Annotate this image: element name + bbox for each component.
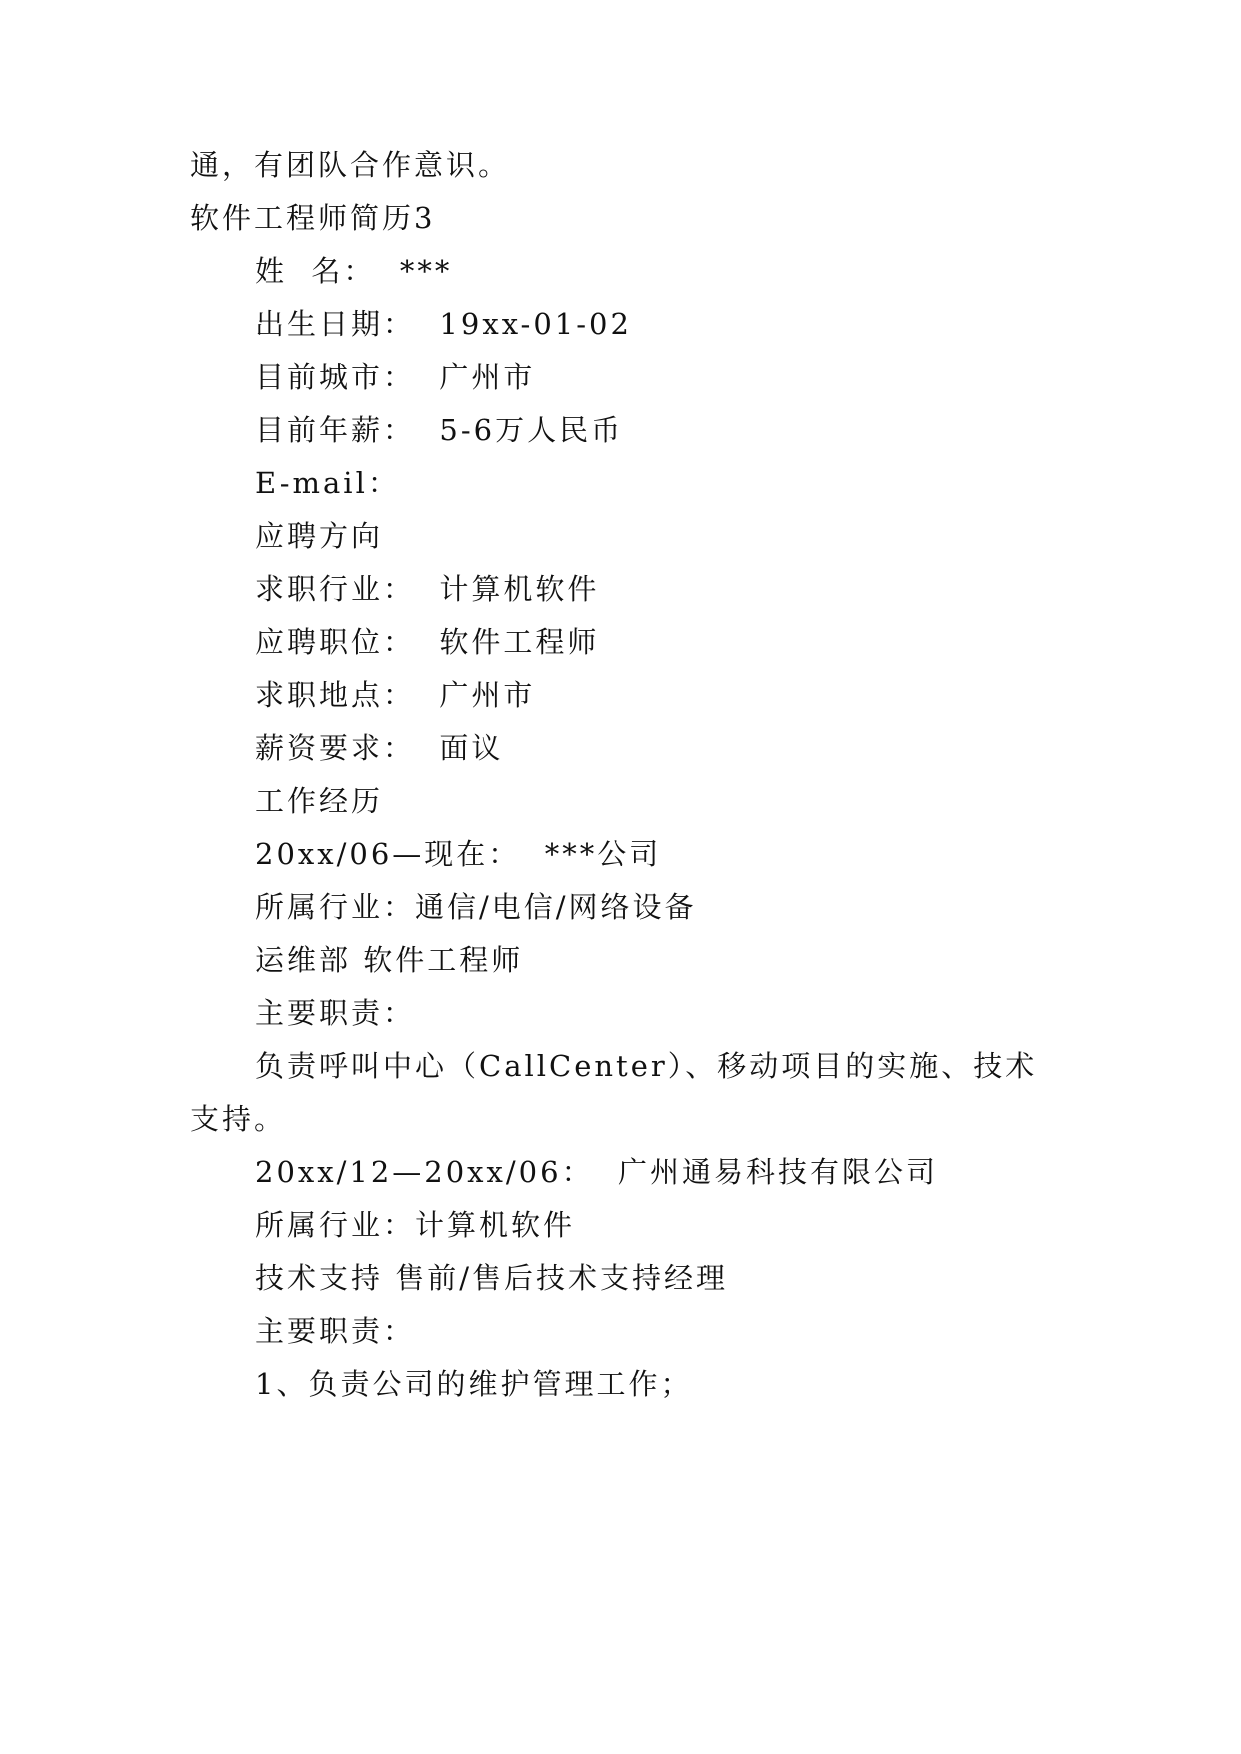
job1-duty-line-continued: 支持。 (190, 1102, 287, 1136)
current-salary-line: 目前年薪： 5-6万人民币 (255, 413, 624, 447)
birth-date-line: 出生日期： 19xx-01-02 (255, 307, 632, 341)
job2-period-line: 20xx/12—20xx/06： 广州通易科技有限公司 (255, 1155, 939, 1189)
work-experience-heading: 工作经历 (255, 784, 384, 818)
job2-department-line: 技术支持 售前/售后技术支持经理 (255, 1261, 728, 1295)
name-line: 姓 名： *** (255, 254, 453, 288)
desired-position-line: 应聘职位： 软件工程师 (255, 625, 600, 659)
continuation-line: 通，有团队合作意识。 (190, 148, 511, 182)
job2-industry-line: 所属行业：计算机软件 (255, 1208, 576, 1242)
desired-location-line: 求职地点： 广州市 (255, 678, 536, 712)
job-intent-heading: 应聘方向 (255, 519, 384, 553)
job1-duties-heading: 主要职责： (255, 996, 416, 1030)
job1-department-line: 运维部 软件工程师 (255, 943, 524, 977)
job2-duties-heading: 主要职责： (255, 1314, 416, 1348)
job2-duty-item: 1、负责公司的维护管理工作； (255, 1367, 693, 1401)
email-line: E-mail： (255, 466, 400, 500)
job1-industry-line: 所属行业：通信/电信/网络设备 (255, 890, 697, 924)
job1-duty-line: 负责呼叫中心（CallCenter）、移动项目的实施、技术 (255, 1049, 1038, 1083)
job1-period-line: 20xx/06—现在： ***公司 (255, 837, 662, 871)
desired-industry-line: 求职行业： 计算机软件 (255, 572, 600, 606)
resume-title: 软件工程师简历3 (190, 201, 436, 235)
salary-requirement-line: 薪资要求： 面议 (255, 731, 504, 765)
current-city-line: 目前城市： 广州市 (255, 360, 536, 394)
